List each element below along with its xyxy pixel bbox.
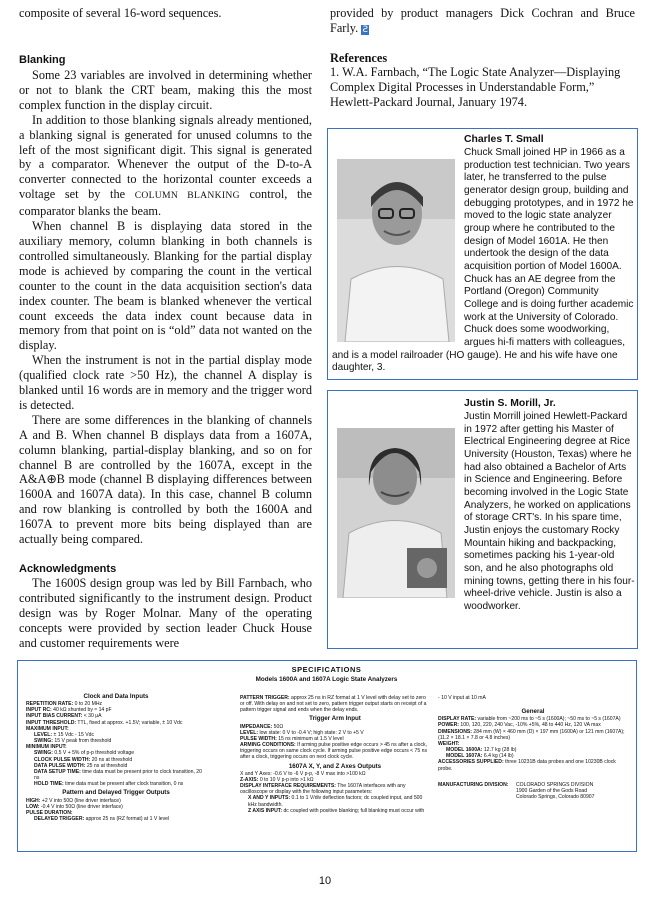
manufacturing-division (438, 782, 628, 800)
bio-1-header (464, 134, 634, 147)
bio-box-justin-morill (327, 390, 638, 649)
specs-subtitle: Models 1600A and 1607A Logic State Analyzers (255, 676, 398, 683)
acknowledgments-paragraph: The 1600S design group was led by Bill Farnbach, who contributed significantly to the instrument design. Product design was by Roger Molnar. Many of the operating concepts were provided by section leader Chuck House and customer requirements were (19, 576, 312, 650)
blanking-paragraph-4: When the instrument is not in the partial display mode (qualified clock rate >50 Hz), the channel A display is blanked until 16 words are in memory and the trigger word is detected. (19, 353, 312, 412)
spec-line: INPUT BIAS CURRENT: < 30 μA (26, 713, 102, 720)
blanking-paragraph-5: There are some differences in the blanking of channels A and B. When channel B displays data from a 1607A, column blanking, partial-display blanking, and so on for channel B are controlled by the 1607A, except in the A&A⊕B mode (channel B displaying differences between 1600A and 1607A data). In this case, channel B column and row blanking is controlled by both the 1600A and 1607A to prevent more bits being displayed than are actually being compared. (19, 412, 312, 547)
blanking-paragraph-1: Some 23 variables are involved in determining whether or not to blank the CRT beam, making this the most complex function in the display circuit. (19, 68, 312, 112)
spec-line: X AND Y INPUTS: 0.1 to 1 V/div deflection factors; dc coupled input, and 500 kHz bandwidth. (248, 795, 423, 808)
bio-box-charles-small (327, 128, 638, 380)
references-heading: References (330, 51, 388, 65)
blanking-heading: Blanking (19, 54, 66, 66)
blanking-paragraph-2: In addition to those blanking signals already mentioned, a blanking signal is generated for unused columns to the left of the most significant digit. This signal is generated by a comparator. Whenever the output of the D-to-A converter connected to the horizontal counter exceeds a voltage set by the COLUMN BLANKING control, the comparator blanks the beam. (19, 112, 312, 219)
specs-column-2 (240, 695, 430, 814)
clock-data-inputs-heading: Clock and Data Inputs (83, 693, 149, 700)
pattern-trigger-outputs-heading: Pattern and Delayed Trigger Outputs (62, 789, 170, 797)
spec-line: IMPEDANCE: 50Ω (240, 723, 284, 730)
spec-line: LOW: -0.4 V into 50Ω (line driver interface) (26, 803, 123, 810)
spec-line: INPUT THRESHOLD: TTL, fixed at approx. +1.5V; variable, ± 10 Vdc (26, 719, 183, 726)
spec-line: DIMENSIONS: 284 mm (W) × 460 mm (D) × 197 mm (1600A) or 121 mm (1607A); (11.2 × 18.1 × 7.8 or 4.8 inches) (438, 728, 625, 741)
spec-line: MAXIMUM INPUT: (26, 725, 69, 732)
bio-2-header (464, 398, 634, 411)
specs-column-3 (438, 695, 628, 800)
spec-line: X and Y Axes: -0.6 V to -6 V p-p, -8 V max into >100 kΩ (240, 770, 366, 777)
general-list (438, 716, 628, 771)
spec-line: HIGH: +2 V into 50Ω (line driver interface) (26, 797, 121, 804)
bio-1-text: Chuck Small joined HP in 1966 as a production test technician. Two years later, he transferred to the pulse generator design group, building and debugging prototypes, and in 1972 he moved to the logic state analyzer group where he contributed to the design of Model 1601A. He then undertook the design of the data acquisition portion of Model 1600A. Chuck has an AE degree from the Portland (Oregon) Community College and is doing further academic work at the University of Colorado. Chuck does some woodworking, argues hi-fi matters with colleagues, and is a model railroader (HO gauge). He and his wife have one daughter, 3. (332, 147, 634, 374)
spec-line: POWER: 100, 120, 220, 240 Vac, -10% +5%, 48 to 440 Hz, 120 VA max (438, 722, 601, 729)
spec-line: Z AXIS INPUT: dc coupled with positive blanking; full blanking must occur with (248, 807, 425, 814)
axes-outputs-heading: 1607A X, Y, and Z Axes Outputs (288, 762, 382, 770)
manufacturing-address (516, 782, 594, 800)
bio-2-text: Justin Morrill joined Hewlett-Packard in 1972 after getting his Master of Electrical Engineering degree at Rice University (Houston, Texas) where he had also obtained a Bachelor of Arts in Science and Engineering. Before becoming involved in the Logic State Analyzers, he worked on applications of storage CRT's. In his spare time, Justin enjoys the customary Rocky Mountain hiking and backpacking, sometimes packing his 1-year-old son, and he also photographs old mining towns, getting there in his four-wheel-drive vehicle. Justin is also a woodworker. (464, 411, 635, 612)
bio-1-name: Charles T. Small (464, 134, 544, 145)
spec-line: PATTERN TRIGGER: approx 25 ns in RZ format at 1 V level with delay set to zero or off. With delay on and not set to zero, pattern trigger output starts on receipt of a pattern trigger signal and ends when the delay ends. (240, 695, 427, 714)
specs-column-1 (26, 691, 206, 822)
trigger-arm-input-heading: Trigger Arm Input (309, 715, 361, 723)
manufacturing-label: MANUFACTURING DIVISION: (438, 781, 509, 788)
spec-line: Z-AXIS: 0 to 10 V p-p into >1 kΩ (240, 776, 314, 783)
spec-line: DISPLAY INTERFACE REQUIREMENTS: The 1607A interfaces with any oscilloscope or display with the following input parameters: (240, 783, 406, 796)
spec-line: DISPLAY RATE: variable from ~200 ms to ~5 s (1600A); ~50 ms to ~5 s (1607A) (438, 716, 621, 723)
spec-line: Colorado Springs, Colorado 80907 (516, 794, 595, 801)
trigger-arm-input-list (240, 724, 430, 761)
spec-line: HOLD TIME: time data must be present after clock transition, 0 ns (34, 781, 184, 788)
pattern-trigger-text (240, 695, 430, 713)
blanking-paragraph-3: When channel B is displaying data stored in the auxiliary memory, column blanking in both channels is controlled simultaneously. Blanking for the partial display mode is achieved by comparing the count in the vertical counter to the count in the data acquisition section's data index counter. The beam is blanked whenever the vertical count exceeds the data index count because data in memory from that point on is “old” data not wanted on the display. (19, 219, 312, 353)
bio-2-name: Justin S. Morill, Jr. (464, 398, 556, 409)
spec-line: DELAYED TRIGGER: approx 25 ns (RZ format) at 1 V level (34, 815, 170, 822)
spec-line: - 10 V input at 10 mA (438, 695, 486, 701)
column-blanking-control-label: COLUMN BLANKING (134, 190, 240, 202)
spec-line: PULSE WIDTH: 15 ns minimum at 1.5 V level (240, 735, 344, 742)
spec-line: WEIGHT: (438, 740, 460, 747)
reference-item-1: 1. W.A. Farnbach, “The Logic State Analyzer—Displaying Complex Digital Processes in Understandable Form,” Hewlett-Packard Journal, January 1974. (330, 65, 621, 109)
specifications-box (17, 660, 637, 852)
spec-line: MODEL 1600A: 12.7 kg (28 lb) (446, 747, 517, 754)
z-axis-continued (438, 695, 628, 701)
spec-line: ARMING CONDITIONS: If arming pulse positive edge occurs > 45 ns after a clock, triggering occurs on same clock cycle. If arming pulse positive edge occurs < 75 ns after a clock, triggering occurs on next clock cycle. (240, 742, 428, 761)
spec-line: SWING: 15 V peak from threshold (34, 738, 112, 745)
spec-line: DATA SETUP TIME: time data must be present prior to clock transition, 20 ns (34, 768, 202, 782)
clock-data-inputs-list (26, 701, 206, 787)
spec-line: ACCESSORIES SUPPLIED: three 10231B data probes and one 10230B clock probe. (438, 759, 616, 772)
spec-line: MODEL 1607A: 6.4 kg (14 lb) (446, 753, 514, 760)
page-number: 10 (318, 875, 332, 887)
spec-line: SWING: 0.5 V + 5% of p-p threshold voltage (34, 750, 135, 757)
spec-line: LEVEL: ± 15 Vdc - 15 Vdc (34, 731, 94, 738)
continued-text: composite of several 16-word sequences. (19, 6, 222, 20)
spec-line: 1900 Garden of the Gods Road (516, 787, 588, 794)
specs-title: SPECIFICATIONS (291, 665, 362, 674)
spec-line: DATA PULSE WIDTH: 25 ns at threshold (34, 762, 128, 769)
spec-line: COLORADO SPRINGS DIVISION (516, 781, 594, 788)
axes-outputs-list (240, 771, 430, 814)
spec-line: INPUT RC: 40 kΩ shunted by ≈ 14 pF (26, 707, 112, 714)
end-mark-icon: Ƨ (362, 24, 369, 35)
spec-line: LEVEL: low state: 0 V to -0.4 V; high state: 2 V to +5 V (240, 729, 364, 736)
pattern-trigger-outputs-list (26, 798, 206, 823)
spec-line: CLOCK PULSE WIDTH: 20 ns at threshold (34, 756, 133, 763)
acknowledgments-heading: Acknowledgments (19, 563, 117, 575)
spec-line: PULSE DURATION: (26, 809, 73, 816)
general-heading: General (521, 708, 545, 716)
spec-line: REPETITION RATE: 0 to 20 MHz (26, 701, 103, 708)
continued-text-right: provided by product managers Dick Cochran and Bruce Farly. Ƨ (330, 6, 635, 35)
spec-line: MINIMUM INPUT: (26, 744, 67, 751)
blanking-section (19, 68, 312, 547)
